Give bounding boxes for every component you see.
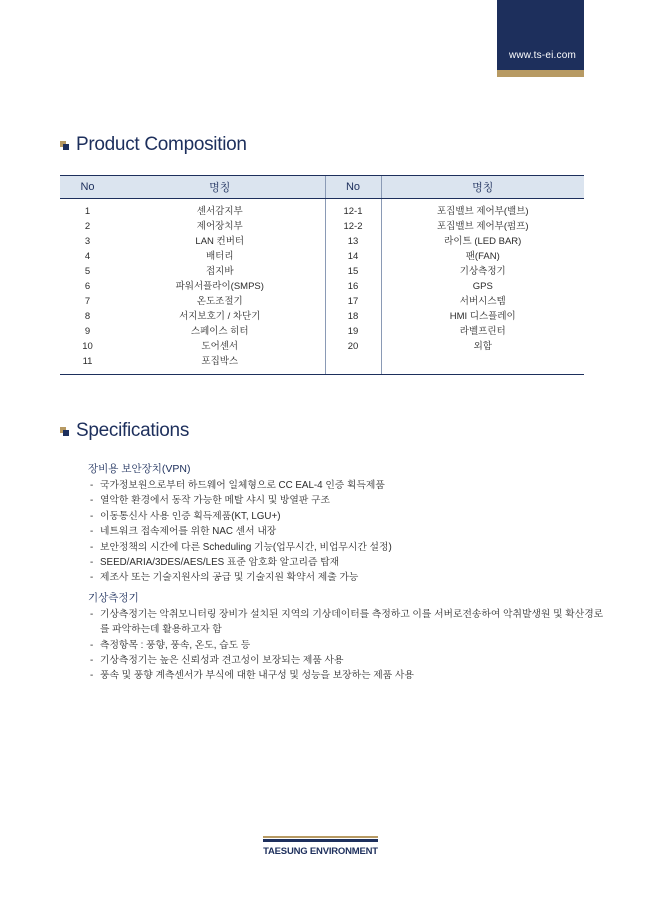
row-no-left: 10 xyxy=(82,341,93,352)
section-bullet-icon xyxy=(60,427,69,436)
footer-gold-bar xyxy=(263,836,378,838)
header-brand-block xyxy=(497,0,584,77)
table-row xyxy=(60,309,584,324)
dash-bullet-icon: - xyxy=(90,510,94,522)
row-name-right: HMI 디스플레이 xyxy=(381,309,584,324)
row-name-right: 라벨프린터 xyxy=(381,324,584,339)
row-no-right xyxy=(325,354,381,375)
row-no-left: 7 xyxy=(84,296,91,307)
dash-bullet-icon: - xyxy=(90,557,94,569)
spec-item xyxy=(88,493,608,508)
row-name-left: 센서감지부 xyxy=(196,206,243,217)
footer-brand: TAESUNG ENVIRONMENT xyxy=(263,846,378,857)
row-no-right: 12-1 xyxy=(325,199,381,220)
composition-heading xyxy=(60,134,247,156)
table-row xyxy=(60,279,584,294)
row-name-left: 배터리 xyxy=(205,251,234,262)
row-no-right: 13 xyxy=(325,234,381,249)
table-row xyxy=(60,219,584,234)
dash-bullet-icon: - xyxy=(90,670,94,682)
row-name-right: 기상측정기 xyxy=(381,264,584,279)
row-no-right: 12-2 xyxy=(325,219,381,234)
specifications-title: Specifications xyxy=(76,420,190,441)
spec-group-title: 기상측정기 xyxy=(88,591,139,604)
spec-list xyxy=(88,478,608,586)
footer xyxy=(263,836,378,857)
header-no-left: No xyxy=(60,176,115,199)
table-row xyxy=(60,354,584,375)
spec-item xyxy=(88,540,608,555)
row-no-left: 9 xyxy=(84,326,91,337)
row-name-right: GPS xyxy=(381,279,584,294)
spec-item xyxy=(88,555,608,570)
spec-item-text: SEED/ARIA/3DES/AES/LES 표준 암호화 알고리즘 탑재 xyxy=(100,557,340,569)
table-row xyxy=(60,324,584,339)
footer-navy-bar xyxy=(263,839,378,842)
row-name-right xyxy=(381,354,584,375)
row-no-left: 4 xyxy=(84,251,91,262)
dash-bullet-icon: - xyxy=(90,526,94,538)
row-name-left: 온도조절기 xyxy=(196,296,243,307)
spec-item xyxy=(88,653,608,668)
row-name-left: 접지바 xyxy=(205,266,234,277)
spec-item xyxy=(88,524,608,539)
table-row xyxy=(60,264,584,279)
row-no-left: 8 xyxy=(84,311,91,322)
row-no-left: 11 xyxy=(60,354,115,375)
row-no-left: 6 xyxy=(84,281,91,292)
specifications-heading xyxy=(60,420,189,442)
dash-bullet-icon: - xyxy=(90,541,94,553)
row-no-left: 3 xyxy=(84,236,91,247)
table-row xyxy=(60,234,584,249)
table-header-row xyxy=(60,176,584,199)
row-no-left: 5 xyxy=(84,266,91,277)
spec-item-text: 풍속 및 풍향 계측센서가 부식에 대한 내구성 및 성능을 보장하는 제품 사용 xyxy=(100,670,414,682)
dash-bullet-icon: - xyxy=(90,639,94,651)
spec-item-text: 보안정책의 시간에 다른 Scheduling 기능(업무시간, 비업무시간 설정) xyxy=(100,541,392,553)
row-name-left: 파워서플라이(SMPS) xyxy=(175,281,264,292)
spec-item xyxy=(88,509,608,524)
section-bullet-icon xyxy=(60,141,69,150)
website-url: www.ts-ei.com xyxy=(508,50,576,61)
header-no-right: No xyxy=(325,176,381,199)
dash-bullet-icon: - xyxy=(90,495,94,507)
row-no-right: 17 xyxy=(325,294,381,309)
spec-item-text: 네트워크 접속제어를 위한 NAC 센서 내장 xyxy=(100,526,277,538)
row-no-right: 18 xyxy=(325,309,381,324)
spec-item-text: 기상측정기는 악취모니터링 장비가 설치된 지역의 기상데이터를 측정하고 이를 서버로전송하여 악취발생원 및 확산경로를 파악하는데 활용하고자 함 xyxy=(100,608,604,636)
row-no-left: 2 xyxy=(84,221,91,232)
row-name-right: 라이트 (LED BAR) xyxy=(381,234,584,249)
row-no-right: 20 xyxy=(325,339,381,354)
row-name-left: 제어장치부 xyxy=(196,221,243,232)
row-name-left: 서지보호기 / 차단기 xyxy=(179,311,261,322)
row-name-left: 스페이스 히터 xyxy=(190,326,249,337)
spec-item-text: 국가정보원으로부터 하드웨어 일체형으로 CC EAL-4 인증 획득제품 xyxy=(100,480,385,491)
header-name-left: 명칭 xyxy=(115,176,325,199)
specifications-body xyxy=(88,459,608,688)
row-no-right: 14 xyxy=(325,249,381,264)
header-name-right: 명칭 xyxy=(381,176,584,199)
table-row xyxy=(60,339,584,354)
spec-list xyxy=(88,607,608,684)
spec-item-text: 제조사 또는 기술지원사의 공급 및 기술지원 확약서 제출 가능 xyxy=(100,572,359,584)
spec-item xyxy=(88,638,608,653)
spec-item xyxy=(88,607,608,638)
table-row xyxy=(60,199,584,220)
spec-item xyxy=(88,478,608,493)
row-name-right: 포집밸브 제어부(밸브) xyxy=(381,199,584,220)
row-no-left: 1 xyxy=(84,206,91,217)
spec-item xyxy=(88,570,608,585)
row-name-right: 외함 xyxy=(381,339,584,354)
dash-bullet-icon: - xyxy=(90,655,94,667)
row-name-left: LAN 컨버터 xyxy=(195,236,245,247)
row-name-left: 도어센서 xyxy=(201,341,239,352)
table-row xyxy=(60,294,584,309)
row-name-right: 팬(FAN) xyxy=(381,249,584,264)
spec-item-text: 기상측정기는 높은 신뢰성과 견고성이 보장되는 제품 사용 xyxy=(100,655,344,667)
row-no-right: 15 xyxy=(325,264,381,279)
composition-table xyxy=(60,175,584,375)
dash-bullet-icon: - xyxy=(90,480,94,491)
dash-bullet-icon: - xyxy=(90,608,94,620)
table-row xyxy=(60,249,584,264)
row-name-right: 서버시스템 xyxy=(381,294,584,309)
dash-bullet-icon: - xyxy=(90,572,94,584)
row-no-right: 16 xyxy=(325,279,381,294)
row-name-right: 포집밸브 제어부(펌프) xyxy=(381,219,584,234)
spec-item-text: 측정항목 : 풍향, 풍속, 온도, 습도 등 xyxy=(100,639,251,651)
composition-title: Product Composition xyxy=(76,134,247,155)
spec-item-text: 열악한 환경에서 동작 가능한 메탈 샤시 및 방열판 구조 xyxy=(100,495,330,507)
spec-group-title: 장비용 보안장치(VPN) xyxy=(88,463,191,475)
spec-item xyxy=(88,668,608,683)
spec-item-text: 이동통신사 사용 인증 획득제품(KT, LGU+) xyxy=(100,510,281,522)
row-no-right: 19 xyxy=(325,324,381,339)
row-name-left: 포집박스 xyxy=(115,354,325,375)
